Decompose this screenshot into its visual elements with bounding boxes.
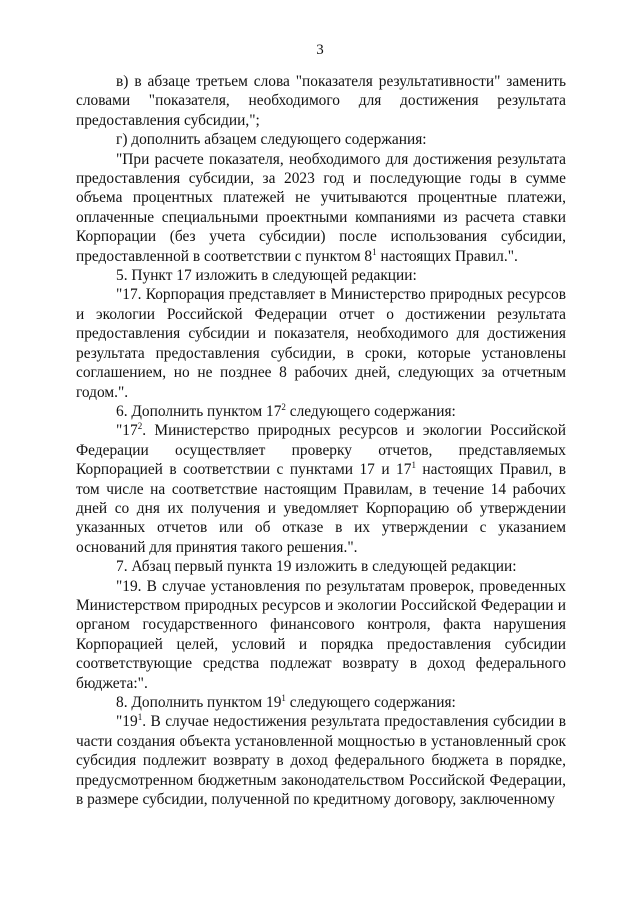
paragraph-punkt-17-2 (76, 421, 566, 557)
paragraph-item-8 (76, 693, 566, 712)
paragraph-item-6 (76, 402, 566, 421)
paragraph-item-7 (76, 557, 566, 576)
superscript: 2 (281, 401, 286, 412)
page-number: 3 (316, 42, 324, 58)
paragraph-text: 8. Дополнить пунктом 19 (116, 694, 282, 711)
superscript: 1 (372, 246, 377, 257)
paragraph-3g (76, 130, 566, 149)
superscript: 1 (281, 693, 286, 703)
paragraph-new-abzac (76, 150, 566, 266)
document-body (76, 72, 566, 809)
paragraph-text: "19. В случае установления по результатам проверок, проведенных Министерством природных ресурсов и экологии Российской Федерации и органом государственного финансового контроля, факта нарушения Корпорацией целей, условий и порядка предоставления субсидии соответствующие средства подлежат возврату в доход федерального бюджета:". (76, 577, 566, 692)
superscript: 2 (137, 421, 143, 432)
paragraph-text: . В случае недостижения результата предоставления субсидии в части создания объекта установленной мощностью в установленный срок субсидия подлежит возврату в доход федерального бюджета в порядке, предусмотренном бюджетным законодательством Российской Федерации, в размере субсидии, полученной по кредитному договору, заключенному (76, 713, 566, 809)
paragraph-text: в) в абзаце третьем слова "показателя результативности" заменить словами "показателя, необходимого для достижения результата предоставления субсидии,"; (76, 73, 566, 129)
paragraph-text: 6. Дополнить пунктом 17 (116, 402, 282, 420)
paragraph-punkt-19 (76, 577, 566, 693)
paragraph-text: 7. Абзац первый пункта 19 изложить в следующей редакции: (116, 558, 517, 576)
superscript: 1 (411, 460, 416, 471)
paragraph-text: следующего содержания: (285, 402, 456, 420)
paragraph-item-5 (76, 266, 566, 285)
paragraph-3v (76, 72, 566, 130)
paragraph-text: "17 (116, 422, 138, 440)
paragraph-text: . Министерство природных ресурсов и экологии Российской Федерации осуществляет проверку отчетов, представляемых Корпорацией в соответствии с пунктами 17 и 17 (76, 422, 566, 479)
paragraph-text: "При расчете показателя, необходимого для достижения результата предоставления субсидии, за 2023 год и последующие годы в сумме объема процентных платежей не учитываются процентные платежи, оплаченные специальными проектными компаниями из расчета ставки Корпорации (без учета субсидии) после использования субсидии, предоставленной в соответствии с пунктом 8 (76, 150, 566, 265)
paragraph-text: "17. Корпорация представляет в Министерство природных ресурсов и экологии Российской Федерации отчет о достижении результата предоставления субсидии и показателя, необходимого для достижения результата предоставления субсидии, в сроки, которые установлены соглашением, но не позднее 8 рабочих дней, следующих за отчетным годом.". (76, 286, 566, 401)
superscript: 1 (137, 712, 143, 723)
paragraph-text: "19 (116, 713, 138, 731)
paragraph-text: г) дополнить абзацем следующего содержания: (116, 131, 427, 149)
paragraph-text: 5. Пункт 17 изложить в следующей редакции: (116, 267, 417, 285)
paragraph-text: настоящих Правил, в том числе на соответствие настоящим Правилам, в течение 14 рабочих дней со дня их получения и уведомляет Корпорацию об утверждении указанных отчетов или об отказе в их утверждении с указанием оснований для принятия такого решения.". (76, 461, 566, 556)
paragraph-text: следующего содержания: (285, 694, 456, 711)
paragraph-punkt-19-1 (76, 712, 566, 809)
paragraph-text: настоящих Правил.". (376, 247, 518, 265)
paragraph-punkt-17 (76, 285, 566, 401)
